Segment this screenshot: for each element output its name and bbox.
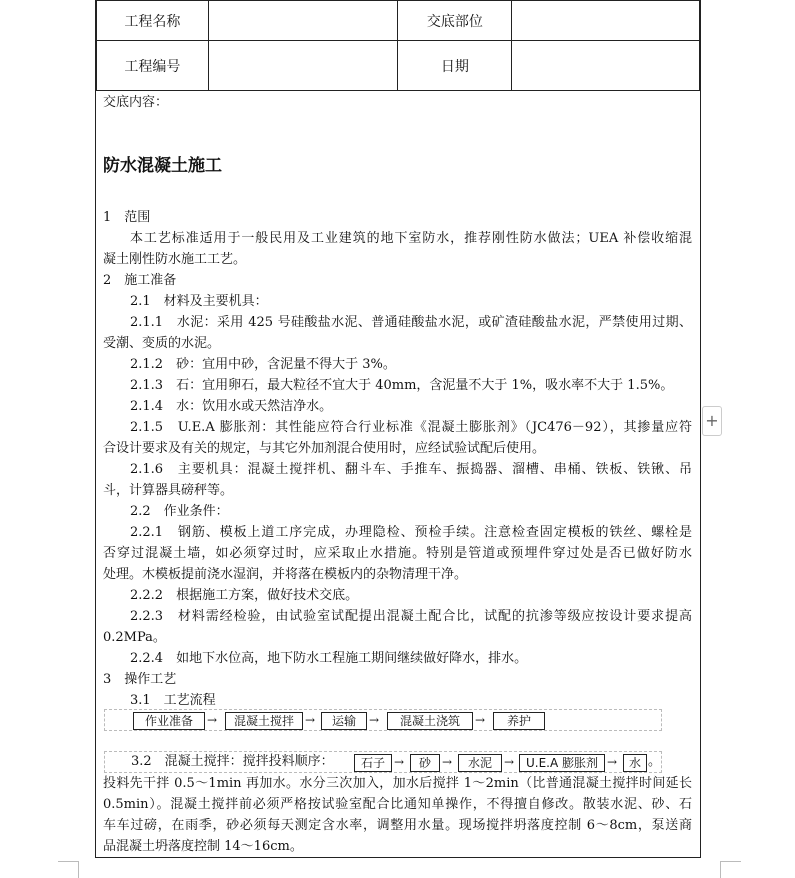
flow-arrow-icon: → (475, 713, 486, 727)
sequence-step: 砂 (410, 754, 440, 772)
add-button[interactable]: + (702, 406, 722, 436)
paragraph-line: 2.1.3 石：宜用卵石，最大粒径不宜大于 40mm，含泥量不大于 1%，吸水率不大于 1.5%。 (130, 378, 674, 393)
paragraph-line: 处理。木模板提前浇水湿润，并将落在模板内的杂物清理干净。 (103, 567, 468, 582)
content-label: 交底内容： (103, 95, 169, 110)
date-value[interactable] (512, 41, 700, 91)
paragraph-line: 2.1.4 水：饮用水或天然洁净水。 (130, 399, 333, 414)
flow-arrow-icon: → (305, 713, 316, 727)
paragraph-line: 0.2MPa。 (103, 630, 166, 645)
paragraph-line: 2.1.1 水泥：采用 425 号硅酸盐水泥、普通硅酸盐水泥，或矿渣硅酸盐水泥，严禁使用过期、 (130, 315, 692, 330)
paragraph-line: 否穿过混凝土墙，如必须穿过时，应采取止水措施。特别是管道或预埋件穿过处是否已做好防水 (103, 546, 692, 561)
paragraph-line: 2.1.6 主要机具：混凝土搅拌机、翻斗车、手推车、振捣器、溜槽、串桶、铁板、铁锹、吊 (130, 462, 692, 477)
paragraph-line: 车车过磅，在雨季，砂必须每天测定含水率，调整用水量。现场搅拌坍落度控制 6～8cm，泵送商 (103, 818, 692, 833)
mixing-sequence-diagram (104, 751, 662, 773)
flow-arrow-icon: → (442, 755, 453, 769)
process-flow-diagram (104, 709, 662, 731)
page-corner-mark (58, 861, 79, 878)
sequence-step: 石子 (354, 754, 392, 772)
date-label: 日期 (398, 41, 512, 91)
flow-arrow-icon: → (607, 755, 618, 769)
content-area (96, 90, 700, 854)
subsection-heading: 2.1 材料及主要机具： (130, 294, 268, 309)
flow-arrow-icon: → (394, 755, 405, 769)
flow-step: 养护 (493, 712, 545, 730)
paragraph-line: 品混凝土坍落度控制 14～16cm。 (103, 839, 303, 854)
paragraph-line: 本工艺标准适用于一般民用及工业建筑的地下室防水，推荐刚性防水做法；UEA 补偿收缩混 (130, 231, 692, 246)
section-heading: 2 施工准备 (103, 273, 177, 288)
flow-step: 运输 (321, 712, 367, 730)
handover-part-value[interactable] (512, 1, 700, 41)
paragraph-line: 受潮、变质的水泥。 (103, 336, 221, 351)
flow-step: 混凝土浇筑 (387, 712, 473, 730)
paragraph-line: 凝土刚性防水施工工艺。 (103, 252, 247, 267)
paragraph-line: 斗，计算器具磅秤等。 (103, 483, 234, 498)
subsection-heading: 2.2 作业条件： (130, 504, 229, 519)
paragraph-line: 2.2.1 钢筋、模板上道工序完成，办理隐检、预检手续。注意检查固定模板的铁丝、螺栓是 (130, 525, 692, 540)
section-heading: 1 范围 (103, 210, 151, 225)
flow-arrow-icon: → (504, 755, 515, 769)
flow-arrow-icon: → (369, 713, 380, 727)
project-name-value[interactable] (208, 1, 398, 41)
project-name-label: 工程名称 (97, 1, 209, 41)
flow-arrow-icon: → (207, 713, 218, 727)
sequence-step: 水 (623, 754, 647, 772)
handover-part-label: 交底部位 (398, 1, 512, 41)
section-heading: 3 操作工艺 (103, 672, 177, 687)
sequence-end-mark: 。 (648, 754, 662, 769)
project-no-label: 工程编号 (97, 41, 209, 91)
flow-step: 作业准备 (133, 712, 205, 730)
paragraph-line: 2.2.4 如地下水位高，地下防水工程施工期间继续做好降水，排水。 (130, 651, 528, 666)
paragraph-line: 2.2.3 材料需经检验，由试验室试配提出混凝土配合比，试配的抗渗等级应按设计要求提高 (130, 609, 692, 624)
sequence-step: 水泥 (458, 754, 502, 772)
paragraph-line: 2.1.2 砂：宜用中砂，含泥量不得大于 3%。 (130, 357, 396, 372)
paragraph-line: 投料先干拌 0.5～1min 再加水。水分三次加入，加水后搅拌 1～2min（比普通混凝土搅拌时间延长 (103, 776, 692, 791)
mixing-sequence-label: 3.2 混凝土搅拌：搅拌投料顺序： (131, 754, 334, 769)
paragraph-line: 2.1.5 U.E.A 膨胀剂：其性能应符合行业标准《混凝土膨胀剂》（JC476－92），其掺量应符 (130, 420, 692, 435)
flow-step: 混凝土搅拌 (225, 712, 303, 730)
paragraph-line: 0.5min）。混凝土搅拌前必须严格按试验室配合比通知单操作，不得擅自修改。散装水泥、砂、石 (103, 797, 692, 812)
doc-title: 防水混凝土施工 (103, 156, 222, 176)
page-corner-mark (720, 861, 741, 878)
sequence-step: U.E.A 膨胀剂 (519, 754, 605, 772)
subsection-heading: 3.1 工艺流程 (130, 693, 216, 708)
project-no-value[interactable] (208, 41, 398, 91)
paragraph-line: 2.2.2 根据施工方案，做好技术交底。 (130, 588, 359, 603)
paragraph-line: 合设计要求及有关的规定，与其它外加剂混合使用时，应经试验试配后使用。 (103, 441, 546, 456)
header-table (96, 0, 700, 91)
document-page (95, 0, 701, 858)
